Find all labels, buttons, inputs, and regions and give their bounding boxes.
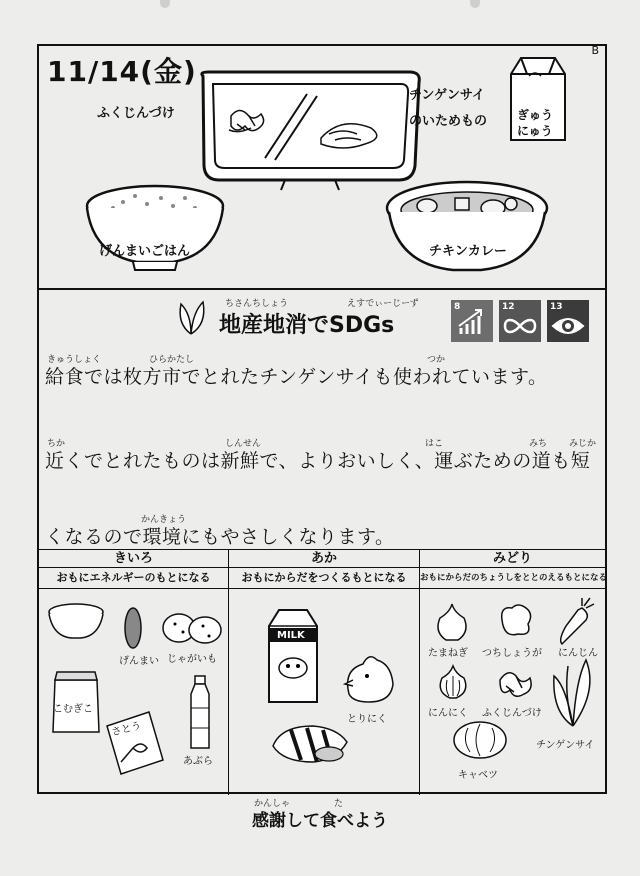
cabbage-icon	[452, 718, 508, 760]
food-label: ふくじんづけ	[482, 708, 542, 719]
milk-text: MILK	[277, 630, 305, 641]
potato-icon	[159, 608, 225, 646]
body-text-line-3: くなるので環境にもやさしくなります。	[45, 526, 395, 548]
group-name: きいろ	[39, 550, 228, 568]
food-group-table	[39, 549, 608, 795]
ruby-mijika: みじか	[569, 439, 597, 449]
ginger-icon	[496, 600, 536, 640]
sdg-goal-13-icon: 13	[547, 300, 589, 342]
food-label: こむぎこ	[53, 704, 93, 715]
fish-icon	[267, 716, 357, 768]
milk-label-line2: にゅう	[517, 124, 553, 138]
food-label: げんまい	[119, 656, 159, 667]
fukujinzuke-label: ふくじんづけ	[97, 106, 175, 121]
food-group-green	[420, 550, 608, 795]
food-label: あぶら	[183, 756, 213, 767]
group-description: おもにからだのちょうしをととのえるもとになる	[420, 568, 605, 589]
ruby-shinsen: しんせん	[225, 439, 262, 449]
oil-bottle-icon	[185, 674, 215, 750]
chicken-icon	[339, 650, 401, 706]
food-label: にんじん	[558, 648, 598, 659]
food-label: つちしょうが	[482, 648, 542, 659]
milk-label-line1: ぎゅう	[517, 108, 554, 122]
menu-frame	[37, 44, 607, 794]
ruby-tsuka: つか	[427, 355, 446, 365]
chingensai-leaf-icon	[171, 296, 211, 336]
menu-date: 11/14(金)	[47, 55, 197, 88]
ruby-kansha: かんしゃ	[254, 799, 291, 809]
body-text-line-1: 給食では枚方市でとれたチンゲンサイも使われています。	[45, 366, 548, 388]
sdg-goal-8-icon: 8	[451, 300, 493, 342]
ruby-sdgs: えすでぃーじーず	[347, 299, 419, 309]
curry-bowl-icon	[383, 176, 551, 276]
group-name: みどり	[420, 550, 605, 568]
food-label: にんにく	[428, 708, 468, 719]
garlic-icon	[436, 664, 470, 700]
ruby-ta: た	[334, 799, 344, 809]
body-text-line-2: 近くでとれたものは新鮮で、よりおいしく、運ぶための道も短	[45, 450, 591, 472]
milk-carton-icon	[263, 606, 323, 706]
carrot-icon	[556, 596, 596, 646]
binding-hole	[160, 0, 170, 8]
food-label: チンゲンサイ	[536, 740, 595, 751]
group-name: あか	[229, 550, 419, 568]
sdgs-title: 地産地消でSDGs	[219, 313, 395, 338]
chingensai-icon	[546, 656, 600, 728]
chingensai-label-line1: チンゲンサイ	[409, 88, 485, 103]
food-label: たまねぎ	[428, 648, 468, 659]
food-label: キャベツ	[458, 770, 498, 781]
ruby-hako: はこ	[425, 439, 444, 449]
ruby-hirakatashi: ひらかたし	[149, 355, 195, 365]
food-group-red	[229, 550, 420, 795]
sdg-goal-12-icon: 12	[499, 300, 541, 342]
chingensai-label-line2: のいためもの	[409, 114, 488, 129]
footer-slogan: 感謝して食べよう	[252, 811, 388, 831]
ruby-chisanchishou: ちさんちしょう	[225, 299, 289, 309]
food-label: じゃがいも	[167, 654, 217, 665]
onion-icon	[434, 602, 470, 642]
binding-hole	[470, 0, 480, 8]
section-divider	[39, 288, 605, 290]
food-label: さとう	[110, 720, 143, 739]
ruby-kankyou: かんきょう	[141, 515, 187, 525]
sheet-corner-label: B	[591, 44, 599, 57]
brown-rice-bowl-icon	[47, 602, 105, 642]
brown-rice-grain-icon	[123, 606, 143, 650]
ruby-michi: みち	[529, 439, 548, 449]
group-description: おもにエネルギーのもとになる	[39, 568, 228, 589]
fukujinzuke-icon	[494, 662, 534, 702]
food-group-yellow	[39, 550, 229, 795]
group-description: おもにからだをつくるもとになる	[229, 568, 419, 589]
rice-label: げんまいごはん	[99, 244, 191, 259]
ruby-kyushoku: きゅうしょく	[47, 355, 102, 365]
food-label: とりにく	[347, 714, 387, 725]
curry-label: チキンカレー	[429, 244, 507, 259]
ruby-chika: ちか	[47, 439, 66, 449]
